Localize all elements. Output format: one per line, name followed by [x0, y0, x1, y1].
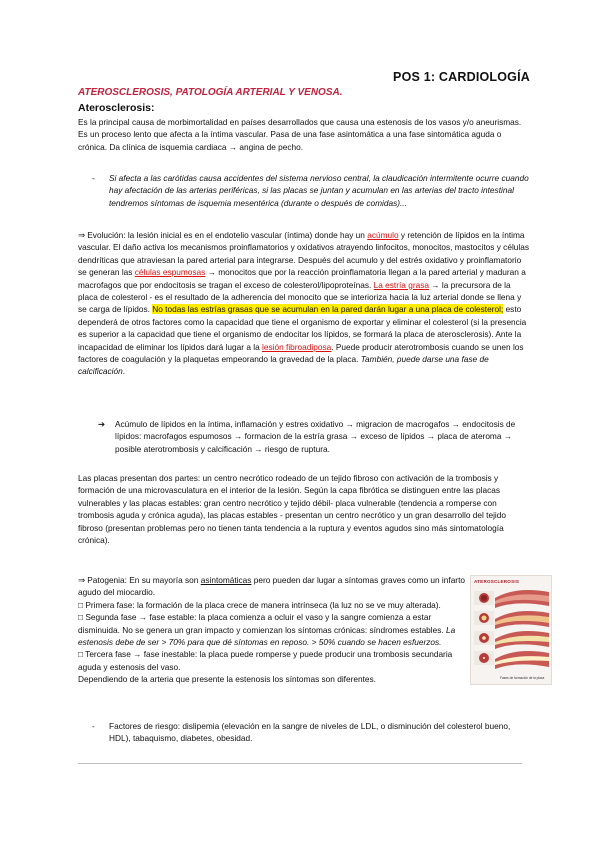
fase-segunda: □ Segunda fase → fase estable: la placa comienza a ocluir el vaso y la sangre comienza a estar disminuida. No se genera un gran impacto y comienzan los síntomas crónicas: síndromes estables.	[78, 612, 447, 635]
bullet-dash: -	[92, 721, 95, 731]
evolucion-text-d: → la precursora de la placa de colesterol - es el resultado de la adherencia del monocito que se interioriza hacia la luz arterial donde se llena y se carga de lípidos.	[78, 279, 522, 315]
artery-stage-1	[474, 590, 549, 608]
link-celulas-espumosas[interactable]: células espumosas	[134, 267, 206, 278]
patogenia-paragraph	[78, 574, 466, 686]
link-acumulo[interactable]: acúmulo	[367, 230, 399, 240]
page-divider	[78, 763, 522, 764]
evolucion-text-e: esto dependerá de otros factores como la capacidad que tiene el organismo de exportar y eliminar el colesterol (si la presencia es superior a la capacidad que tiene el organismo de endocitar los lípidos, se formará la placa de aterosclerosis). Ante la incapacidad de eliminar los lípidos dará lugar a la	[78, 304, 527, 352]
link-estria-grasa[interactable]: La estría grasa	[373, 279, 429, 290]
riesgo-bullet	[92, 720, 530, 745]
riesgo-bullet-text: Factores de riesgo: dislipemia (elevación en la sangre de niveles de LDL, o disminución del colesterol bueno, HDL), tabaquismo, diabetes, obesidad.	[109, 721, 511, 744]
artery-stage-3	[474, 631, 549, 649]
fase-segunda-italic: La estenosis debe de ser > 70% para que dé síntomas en reposo. > 50% cuando se hacen esfuerzos.	[78, 624, 456, 648]
patogenia-dependiendo: Dependiendo de la arteria que presente la estenosis los síntomas son diferentes.	[78, 674, 376, 685]
process-bullet-text: Acúmulo de lípidos en la íntima, inflamación y estres oxidativo → migracion de macrogafos → endocitosis de lípidos: macrofagos espumosos → formacion de la estría grasa → exceso de lípidos → placa de ateroma → posible aterotrombosis y calcificación → riesgo de ruptura.	[115, 419, 516, 454]
link-lesion-fibroadiposa[interactable]: lesión fibroadiposa	[262, 341, 332, 352]
evolucion-paragraph	[78, 229, 530, 378]
bullet-dash: -	[92, 173, 95, 183]
figure-caption: Fases de formación de la placa	[500, 676, 545, 681]
evolucion-text-f: . Puede producir aterotrombosis cuando se unen los factores de coagulación y la plaquetas empeorando la gravedad de la placa.	[78, 341, 524, 365]
evolucion-text-b: y retención de lípidos en la íntima vascular. El daño activa los mecanismos proinflamatorios y oxidativos atrayendo linfocitos, monocitos, mastocitos y células dendríticas que atraviesan la pared arterial para integrarse. Después del acumulo y del estrés oxidativo y proinflamatorio se generan las	[78, 230, 530, 278]
fase-tercera: □ Tercera fase → fase inestable: la placa puede romperse y puede producir una trombosis secundaria aguda y estenosis del vaso.	[78, 649, 453, 672]
artery-stage-2	[474, 611, 549, 629]
process-bullet	[98, 418, 530, 455]
placas-paragraph: Las placas presentan dos partes: un centro necrótico rodeado de un tejido fibroso con activación de la trombosis y formación de una microvasculatura en el interior de la lesión. Según la capa fibrótica se distinguen entre las placas vulnerables y las placas estables: gran centro necrótico y tejido débil- placa vulnerable (tendencia a romperse con trombosis aguda y crónica aguda), las placas estables - presentan un centro necrótico y un gran desarrollo del tejido fibroso (presentan problemas pero no tienen tanta tendencia a la ruptura y eventos agudos sino más sintomatología crónica).	[78, 473, 506, 546]
asintomaticas-underlined: asintomáticas	[200, 575, 252, 585]
figure-title: ATEROSCLEROSIS	[474, 579, 520, 584]
subheading-aterosclerosis: Aterosclerosis:	[78, 102, 155, 114]
artery-illustration	[471, 576, 551, 684]
fase-primera: □ Primera fase: la formación de la placa crece de manera intrínseca (la luz no se ve muy alterada).	[78, 599, 441, 610]
atherosclerosis-figure	[470, 575, 552, 685]
course-title: POS 1: CARDIOLOGÍA	[393, 70, 530, 84]
arrow-icon: ➔	[98, 419, 105, 429]
evolucion-text-a: ⇒ Evolución: la lesión inicial es en el endotelio vascular (íntima) donde hay un	[78, 230, 368, 240]
evolucion-text-c: → monocitos que por la reacción proinflamatoria llegan a la pared arterial y maduran a macrofagos que por endocitosis se tragan el exceso de colesterol/lipoproteínas.	[78, 267, 526, 290]
patogenia-text-b: pero pueden dar lugar a síntomas graves como un infarto agudo del miocardio.	[78, 575, 465, 598]
evolucion-text-g: .	[122, 366, 126, 377]
evolucion-italic: También, puede darse una fase de calcificación	[78, 354, 489, 377]
artery-stage-4	[474, 651, 549, 669]
highlighted-text: No todas las estrías grasas que se acumulan en la pared darán lugar a una placa de colesterol;	[152, 304, 504, 315]
intro-paragraph: Es la principal causa de morbimortalidad en países desarrollados que causa una estenosis de los vasos y/o aneurismas. Es un proceso lento que afecta a la íntima vascular. Pasa de una fase asintomática a una fase sintomática aguda o crónica. Da clínica de isquemia cardiaca → angina de pecho.	[78, 117, 522, 152]
intro-bullet	[92, 172, 530, 209]
intro-bullet-text: Si afecta a las carótidas causa accidentes del sistema nervioso central, la claudicación intermitente ocurre cuando hay afectación de las arterias periféricas, si las placas se juntan y acumulan en las arterias del tracto intestinal tendremos síntomas de isquemia mesentérica (durante o después de comidas)...	[109, 173, 529, 208]
patogenia-text-a: ⇒ Patogenia: En su mayoría son	[78, 575, 201, 585]
section-title: ATEROSCLEROSIS, PATOLOGÍA ARTERIAL Y VENOSA.	[78, 87, 343, 98]
